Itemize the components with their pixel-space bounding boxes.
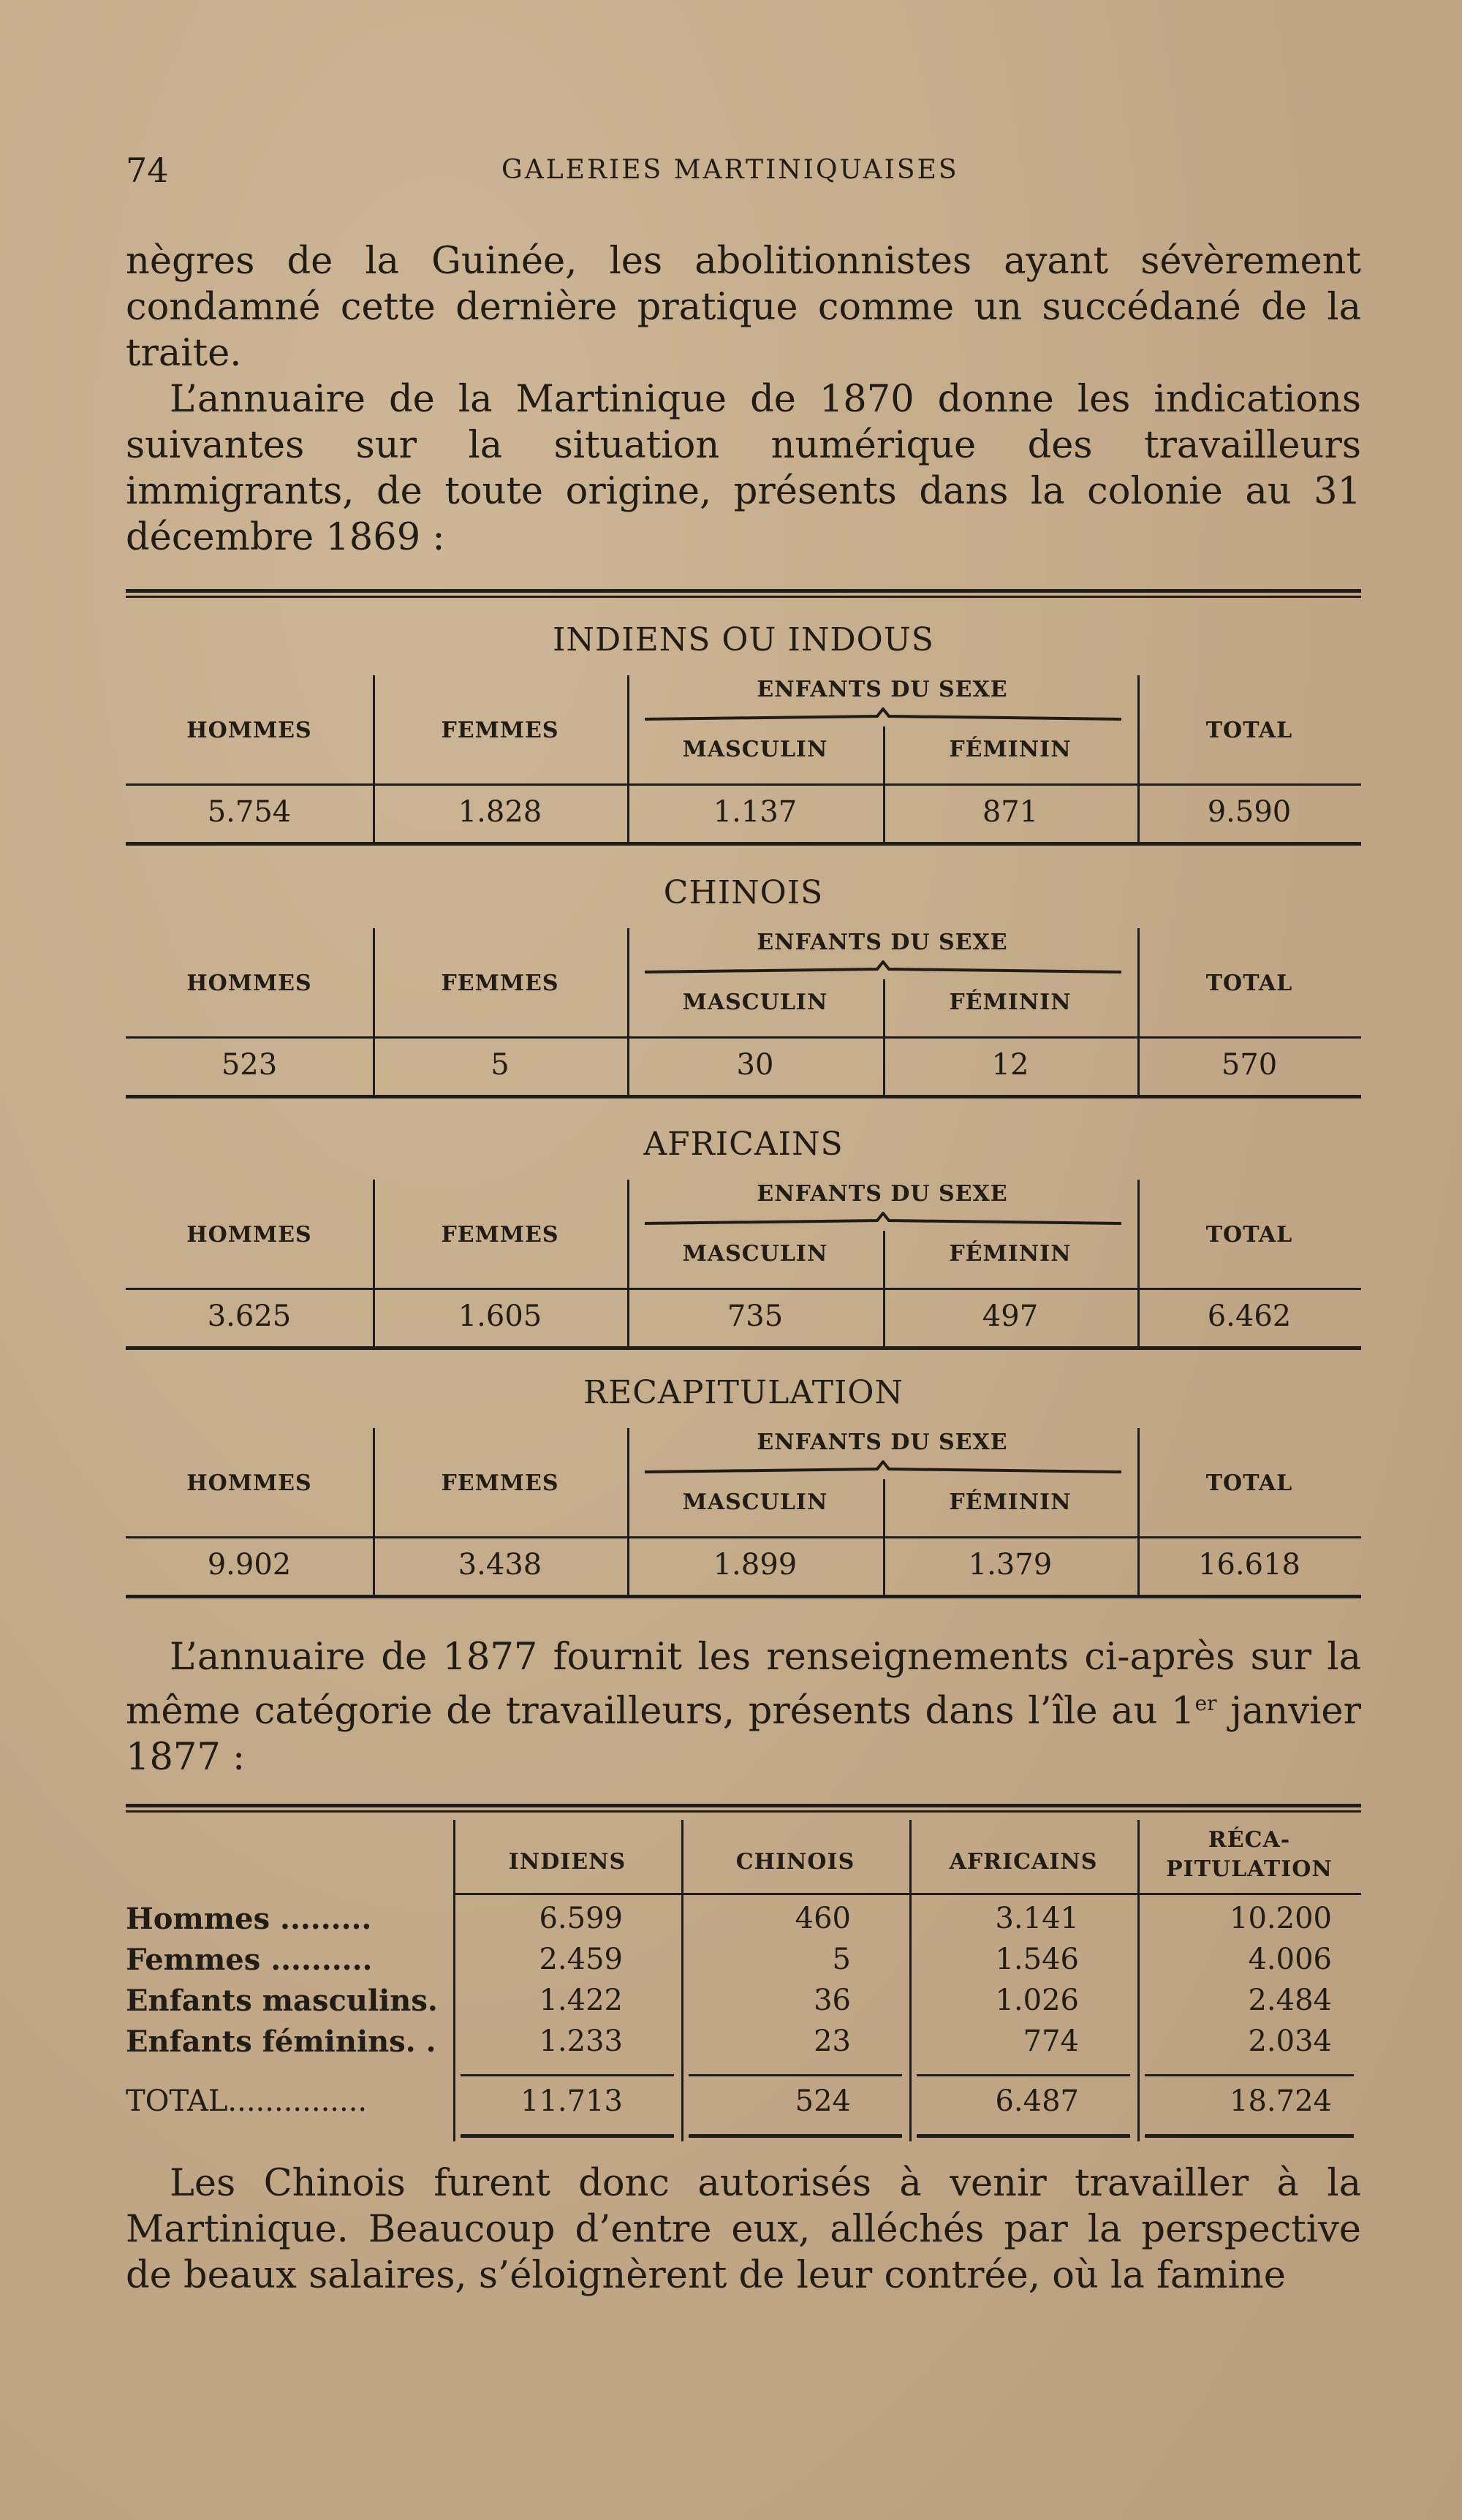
row-label: Enfants féminins. . — [126, 2024, 436, 2059]
section-bottom-rule — [126, 1346, 1361, 1350]
header-total: TOTAL — [1205, 1470, 1293, 1496]
header-femmes: FEMMES — [441, 718, 559, 743]
sum-rule — [1145, 2074, 1354, 2076]
section-title: CHINOIS — [663, 874, 824, 911]
value-masculin: 1.137 — [713, 795, 798, 829]
paragraph-2: L’annuaire de la Martinique de 1870 donne les indications suivantes sur la situation numérique des travailleurs immigrants, de toute origine, présents dans la colonie au 31 décembre 1869 : — [126, 378, 1361, 559]
header-underline — [126, 783, 1361, 786]
cell-value: 1.233 — [539, 2024, 623, 2058]
header-underline — [453, 1893, 1361, 1895]
section-title: RECAPITULATION — [583, 1374, 904, 1411]
total-value: 524 — [795, 2084, 851, 2118]
value-total: 9.590 — [1207, 795, 1292, 829]
value-femmes: 1.828 — [458, 795, 542, 829]
row-label: Hommes ......... — [126, 1902, 372, 1936]
header-enfants-du-sexe: ENFANTS DU SEXE — [757, 930, 1008, 955]
brace-enfants — [643, 960, 1123, 978]
value-feminin: 497 — [982, 1299, 1039, 1333]
cell-value: 23 — [814, 2024, 851, 2058]
header-hommes: HOMMES — [186, 1470, 312, 1496]
header-recap-1: RÉCA- — [1208, 1827, 1291, 1853]
header-feminin: FÉMININ — [949, 1241, 1072, 1267]
table1-top-rule — [126, 589, 1361, 598]
brace-enfants — [643, 707, 1123, 725]
value-total: 570 — [1221, 1048, 1278, 1082]
cell-value: 4.006 — [1248, 1943, 1332, 1976]
header-chinois: CHINOIS — [735, 1849, 855, 1875]
header-underline — [126, 1288, 1361, 1290]
header-feminin: FÉMININ — [949, 1489, 1072, 1515]
value-femmes: 5 — [491, 1048, 510, 1082]
total-label: TOTAL............... — [126, 2084, 368, 2118]
header-enfants-du-sexe: ENFANTS DU SEXE — [757, 677, 1008, 702]
brace-enfants — [643, 1460, 1123, 1478]
spacer — [639, 724, 873, 726]
header-hommes: HOMMES — [186, 718, 312, 743]
spacer — [639, 1228, 873, 1230]
value-masculin: 735 — [727, 1299, 784, 1333]
header-total: TOTAL — [1205, 718, 1293, 743]
value-hommes: 523 — [221, 1048, 278, 1082]
value-feminin: 1.379 — [968, 1548, 1053, 1582]
cell-value: 1.546 — [995, 1943, 1079, 1976]
value-femmes: 3.438 — [458, 1548, 542, 1582]
value-hommes: 9.902 — [207, 1548, 292, 1582]
value-total: 6.462 — [1207, 1299, 1292, 1333]
cell-value: 6.599 — [539, 1902, 623, 1935]
paragraph-3-tail: janvier 1877 : — [126, 1690, 1361, 1779]
header-masculin: MASCULIN — [682, 1489, 828, 1515]
value-hommes: 5.754 — [207, 795, 292, 829]
header-hommes: HOMMES — [186, 971, 312, 996]
page-number: 74 — [126, 151, 169, 190]
header-total: TOTAL — [1205, 1222, 1293, 1248]
total-value: 11.713 — [520, 2084, 623, 2118]
value-masculin: 1.899 — [713, 1548, 798, 1582]
total-bottom-rule — [1145, 2134, 1354, 2138]
total-value: 18.724 — [1230, 2084, 1332, 2118]
header-masculin: MASCULIN — [682, 990, 828, 1015]
spacer — [639, 976, 873, 979]
cell-value: 774 — [1023, 2024, 1079, 2058]
sum-rule — [689, 2074, 902, 2076]
value-hommes: 3.625 — [207, 1299, 292, 1333]
header-masculin: MASCULIN — [682, 1241, 828, 1267]
total-bottom-rule — [917, 2134, 1130, 2138]
header-femmes: FEMMES — [441, 1222, 559, 1248]
header-indiens: INDIENS — [508, 1849, 626, 1875]
header-femmes: FEMMES — [441, 1470, 559, 1496]
header-enfants-du-sexe: ENFANTS DU SEXE — [757, 1430, 1008, 1455]
paragraph-3-superscript: er — [1194, 1691, 1217, 1715]
table2-top-rule — [126, 1804, 1361, 1813]
paragraph-3-text: L’annuaire de 1877 fournit les renseignements ci-après sur la même catégorie de travailleurs, présents dans l’île au 1 — [126, 1636, 1361, 1733]
running-title: GALERIES MARTINIQUAISES — [501, 155, 959, 185]
header-enfants-du-sexe: ENFANTS DU SEXE — [757, 1181, 1008, 1207]
paragraph-1: nègres de la Guinée, les abolitionnistes ayant sévèrement condamné cette dernière pratique comme un succédané de la traite. — [126, 240, 1361, 375]
header-femmes: FEMMES — [441, 971, 559, 996]
section-bottom-rule — [126, 1095, 1361, 1098]
cell-value: 1.026 — [995, 1984, 1079, 2017]
section-bottom-rule — [126, 842, 1361, 846]
paragraph-3 — [126, 1634, 1361, 1780]
header-underline — [126, 1536, 1361, 1538]
sum-rule — [461, 2074, 674, 2076]
section-bottom-rule — [126, 1595, 1361, 1598]
row-label: Enfants masculins. — [126, 1984, 438, 2018]
total-value: 6.487 — [995, 2084, 1079, 2118]
cell-value: 5 — [832, 1943, 851, 1976]
header-feminin: FÉMININ — [949, 990, 1072, 1015]
header-masculin: MASCULIN — [682, 737, 828, 762]
row-label: Femmes .......... — [126, 1943, 373, 1977]
value-feminin: 871 — [982, 795, 1039, 829]
value-masculin: 30 — [736, 1048, 774, 1082]
cell-value: 460 — [795, 1902, 851, 1935]
header-hommes: HOMMES — [186, 1222, 312, 1248]
value-total: 16.618 — [1198, 1548, 1300, 1582]
cell-value: 1.422 — [539, 1984, 623, 2017]
header-feminin: FÉMININ — [949, 737, 1072, 762]
cell-value: 2.459 — [539, 1943, 623, 1976]
cell-value: 10.200 — [1230, 1902, 1332, 1935]
paragraph-4: Les Chinois furent donc autorisés à venir travailler à la Martinique. Beaucoup d’entre eux, alléchés par la perspective de beaux salaires, s’éloignèrent de leur contrée, où la famine — [126, 2162, 1361, 2297]
spacer — [639, 1476, 873, 1479]
cell-value: 3.141 — [995, 1902, 1079, 1935]
section-title: INDIENS OU INDOUS — [553, 621, 934, 659]
total-bottom-rule — [461, 2134, 674, 2138]
header-total: TOTAL — [1205, 971, 1293, 996]
total-bottom-rule — [689, 2134, 902, 2138]
cell-value: 2.484 — [1248, 1984, 1332, 2017]
sum-rule — [917, 2074, 1130, 2076]
section-title: AFRICAINS — [643, 1126, 844, 1163]
header-recap-2: PITULATION — [1166, 1856, 1333, 1882]
value-femmes: 1.605 — [458, 1299, 542, 1333]
brace-enfants — [643, 1212, 1123, 1229]
header-underline — [126, 1036, 1361, 1039]
cell-value: 2.034 — [1248, 2024, 1332, 2058]
header-africains: AFRICAINS — [949, 1849, 1098, 1875]
cell-value: 36 — [814, 1984, 851, 2017]
value-feminin: 12 — [991, 1048, 1029, 1082]
page-header — [126, 151, 1361, 194]
